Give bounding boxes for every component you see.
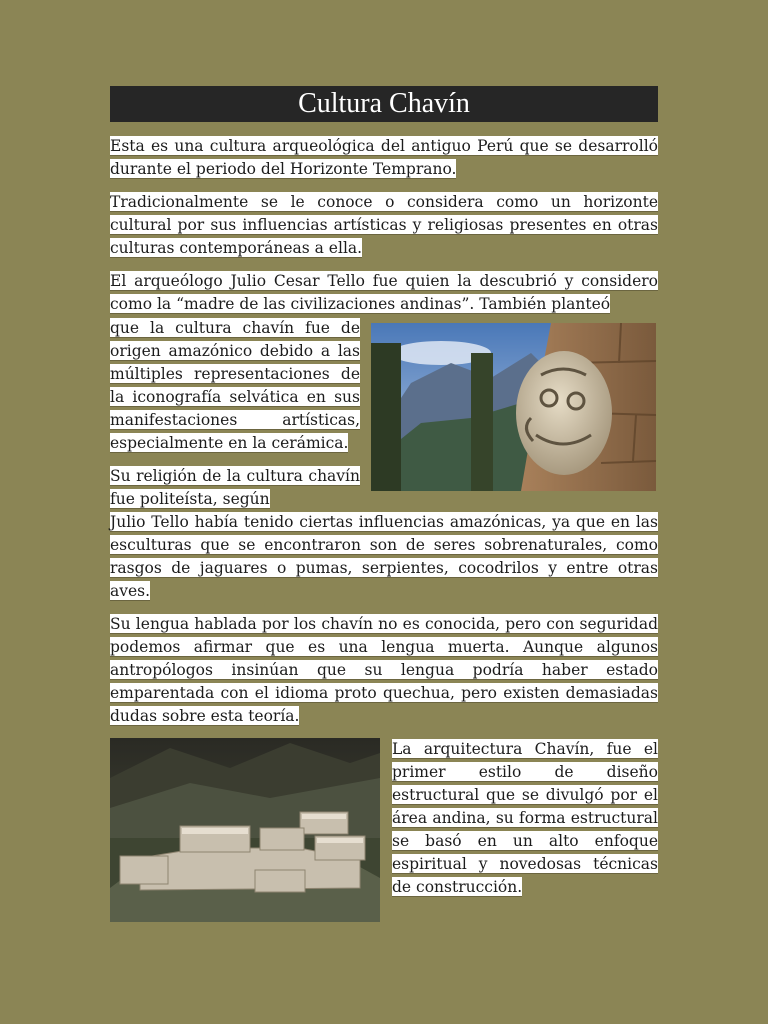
paragraph-tello-side-text: que la cultura chavín fue de origen amazónico debido a las múltiples representaciones de la iconografía selvática en sus manifestaciones artísticas, especialmente en la cerámica. <box>110 319 360 452</box>
page-title: Cultura Chavín <box>110 86 658 122</box>
paragraph-religion-side-text: Su religión de la cultura chavín fue politeísta, según <box>110 467 360 508</box>
paragraph-tello-top-text: El arqueólogo Julio Cesar Tello fue quien la descubrió y considero como la “madre de las civilizaciones andinas”. También planteó <box>110 272 658 313</box>
paragraph-religion-full <box>110 511 658 603</box>
paragraph-intro <box>110 135 658 181</box>
paragraph-religion-full-text: Julio Tello había tenido ciertas influencias amazónicas, ya que en las esculturas que se encontraron son de seres sobrenaturales, como rasgos de jaguares o pumas, serpientes, cocodrilos y entre otras aves. <box>110 513 658 600</box>
paragraph-tello-top <box>110 270 658 316</box>
paragraph-horizonte <box>110 191 658 260</box>
chavin-stone-head-photo <box>371 323 656 491</box>
paragraph-tello-side <box>110 317 360 455</box>
paragraph-arquitectura-text: La arquitectura Chavín, fue el primer estilo de diseño estructural que se divulgó por el área andina, su forma estructural se basó en un alto enfoque espiritual y novedosas técnicas de construcción. <box>392 740 658 896</box>
paragraph-religion-side <box>110 465 360 511</box>
paragraph-arquitectura <box>392 738 658 899</box>
paragraph-lengua-text: Su lengua hablada por los chavín no es conocida, pero con seguridad podemos afirmar que es una lengua muerta. Aunque algunos antropólogos insinúan que su lengua podría haber estado emparentada con el idioma proto quechua, pero existen demasiadas dudas sobre esta teoría. <box>110 615 658 725</box>
paragraph-lengua <box>110 613 658 728</box>
paragraph-horizonte-text: Tradicionalmente se le conoce o considera como un horizonte cultural por sus influencias artísticas y religiosas presentes en otras culturas contemporáneas a ella. <box>110 193 658 257</box>
paragraph-intro-text: Esta es una cultura arqueológica del antiguo Perú que se desarrolló durante el periodo del Horizonte Temprano. <box>110 137 658 178</box>
chavin-temple-model-photo <box>110 738 380 922</box>
